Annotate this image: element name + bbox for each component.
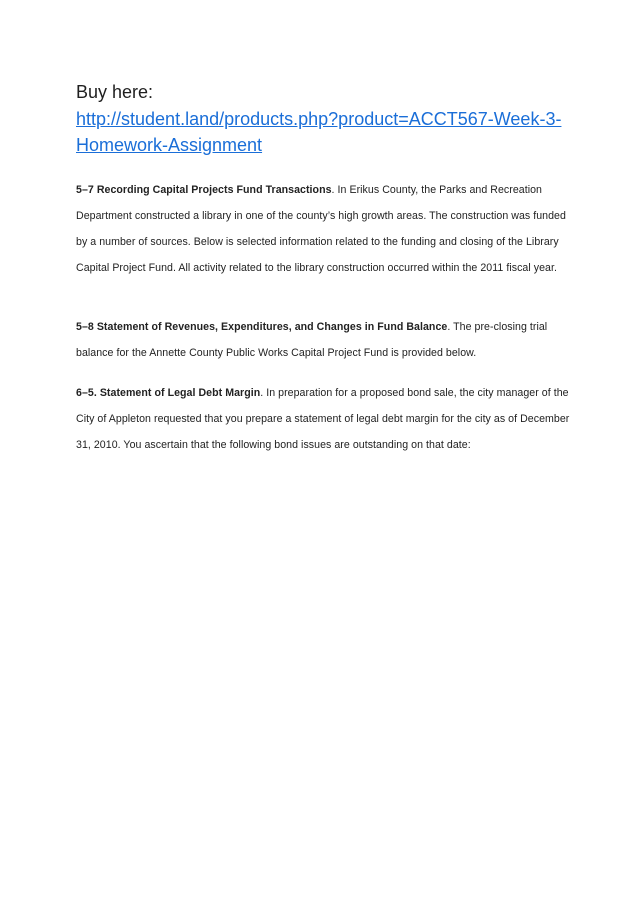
paragraph-heading: 5–8 Statement of Revenues, Expenditures, and Changes in Fund Balance	[76, 321, 448, 333]
paragraph-heading: 5–7 Recording Capital Projects Fund Transactions	[76, 184, 332, 196]
paragraph-body: . In Erikus County, the Parks and Recreation Department constructed a library in one of the county’s high growth areas. The construction was funded by a number of sources. Below is selected information related to the funding and closing of the Library Capital Project Fund. All activity related to the library construction occurred within the 2011 fiscal year.	[76, 184, 566, 274]
paragraph-body: . The pre-closing trial balance for the Annette County Public Works Capital Project Fund is provided below.	[76, 321, 548, 359]
product-link[interactable]: http://student.land/products.php?product=ACCT567-Week-3-Homework-Assignment	[76, 109, 562, 155]
paragraph-6-5	[76, 380, 571, 458]
paragraph-5-7	[76, 177, 571, 281]
paragraph-5-8	[76, 314, 571, 366]
paragraph-heading: Statement of Legal Debt Margin	[99, 387, 261, 399]
buy-here-label: Buy here:	[76, 82, 154, 102]
paragraph-body: . In preparation for a proposed bond sale, the city manager of the City of Appleton requested that you prepare a statement of legal debt margin for the city as of December 31, 2010. You ascertain that the following bond issues are outstanding on that date:	[76, 387, 570, 451]
paragraph-number: 6–5.	[76, 387, 100, 399]
